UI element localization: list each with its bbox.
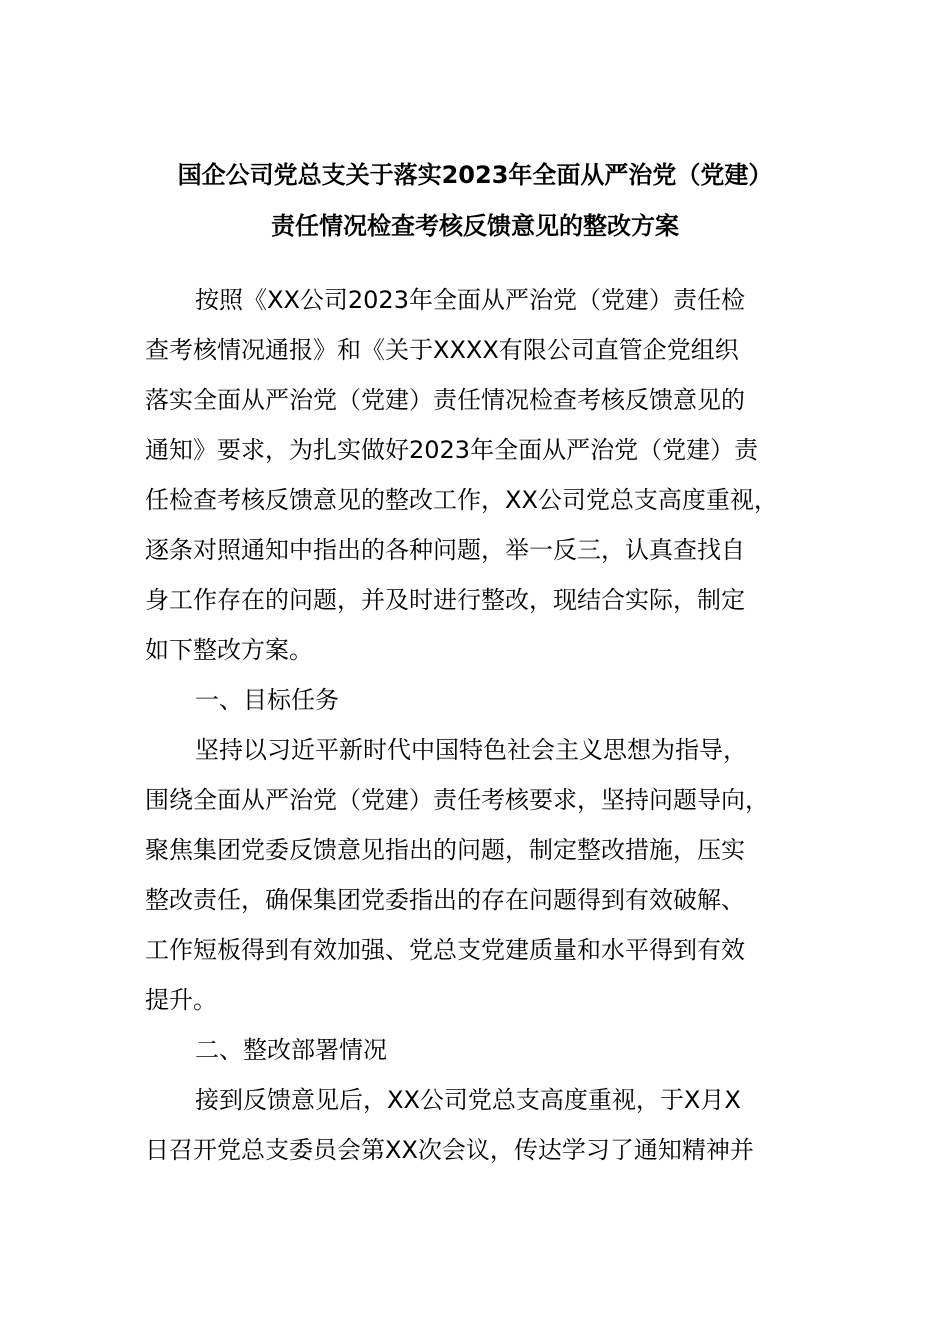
document-title-line-2: 责任情况检查考核反馈意见的整改方案 [271, 212, 679, 240]
paragraph-line: 身工作存在的问题，并及时进行整改，现结合实际，制定 [145, 586, 745, 614]
paragraph-line: 围绕全面从严治党（党建）责任考核要求，坚持问题导向， [145, 786, 769, 814]
paragraph-line: 逐条对照通知中指出的各种问题，举一反三，认真查找自 [145, 536, 745, 564]
paragraph-line: 查考核情况通报》和《关于XXXX有限公司直管企党组织 [145, 336, 739, 364]
section-heading: 一、目标任务 [195, 686, 339, 714]
paragraph-line: 坚持以习近平新时代中国特色社会主义思想为指导， [195, 736, 747, 764]
paragraph-line: 日召开党总支委员会第XX次会议，传达学习了通知精神并 [145, 1136, 754, 1164]
paragraph-line: 工作短板得到有效加强、党总支党建质量和水平得到有效 [145, 936, 745, 964]
paragraph-line: 按照《XX公司2023年全面从严治党（党建）责任检 [195, 286, 745, 314]
paragraph-line: 落实全面从严治党（党建）责任情况检查考核反馈意见的 [145, 386, 745, 414]
paragraph-line: 聚焦集团党委反馈意见指出的问题，制定整改措施，压实 [145, 836, 745, 864]
paragraph-line: 任检查考核反馈意见的整改工作，XX公司党总支高度重视， [145, 486, 778, 514]
paragraph-line: 通知》要求，为扎实做好2023年全面从严治党（党建）责 [145, 436, 759, 464]
paragraph-line: 整改责任，确保集团党委指出的存在问题得到有效破解、 [145, 886, 745, 914]
paragraph-line: 如下整改方案。 [145, 636, 313, 664]
document-title-line-1: 国企公司党总支关于落实2023年全面从严治党（党建） [177, 161, 773, 189]
paragraph-line: 接到反馈意见后，XX公司党总支高度重视，于X月X [195, 1086, 741, 1114]
section-heading: 二、整改部署情况 [195, 1036, 387, 1064]
paragraph-line: 提升。 [145, 986, 217, 1014]
